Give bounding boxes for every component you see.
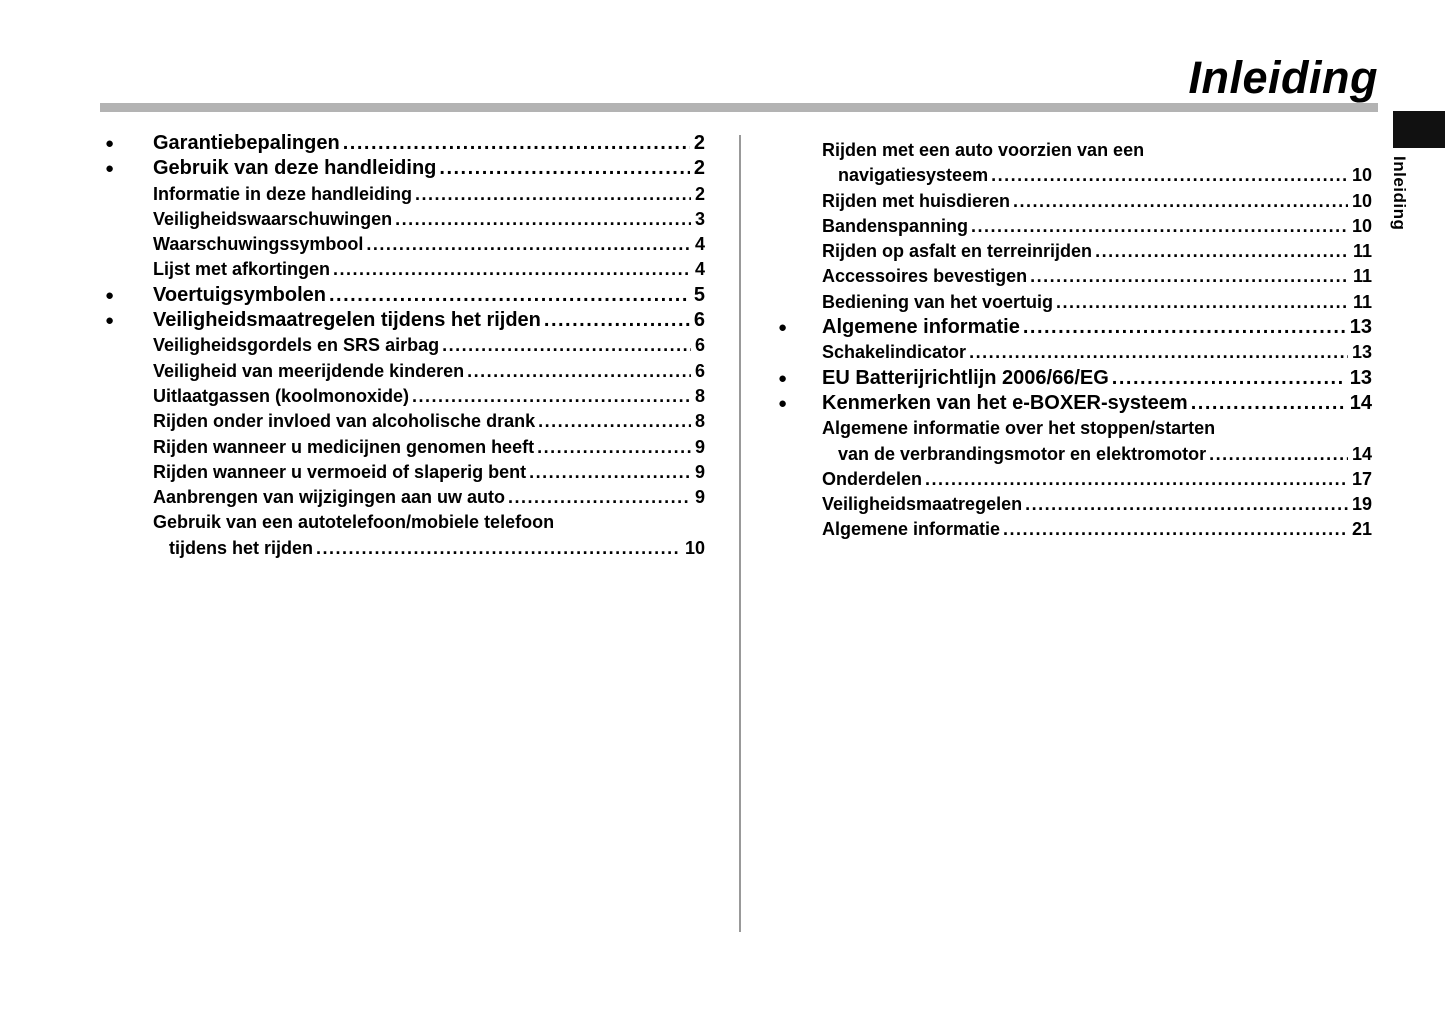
toc-line <box>153 359 705 384</box>
dotted-leader <box>467 359 691 384</box>
toc-line <box>822 315 1372 340</box>
toc-entry <box>778 315 1372 340</box>
dotted-leader <box>537 435 691 460</box>
toc-entry <box>778 290 1372 315</box>
toc-line <box>822 467 1372 492</box>
toc-page-number: 11 <box>1352 291 1372 312</box>
toc-entry <box>778 214 1372 239</box>
toc-line <box>822 163 1372 188</box>
dotted-leader <box>1030 264 1349 289</box>
toc-entry <box>105 359 705 384</box>
toc-line <box>153 485 705 510</box>
toc-line <box>153 257 705 282</box>
toc-page-number: 10 <box>1351 215 1372 236</box>
toc-entry <box>778 340 1372 365</box>
toc-entry-text: Gebruik van een autotelefoon/mobiele telefoon <box>153 512 555 533</box>
toc-page-number: 4 <box>694 259 705 280</box>
toc-entry-text: Rijden op asfalt en terreinrijden <box>822 241 1093 262</box>
toc-entry-text: Gebruik van deze handleiding <box>153 157 437 180</box>
dotted-leader <box>412 384 691 409</box>
toc-entry <box>105 257 705 282</box>
toc-column-right <box>778 138 1372 543</box>
bullet-icon: ● <box>105 312 115 330</box>
toc-entry <box>778 517 1372 542</box>
toc-entry <box>778 189 1372 214</box>
toc-line <box>822 391 1372 416</box>
toc-entry-text: Rijden wanneer u vermoeid of slaperig bent <box>153 461 527 482</box>
toc-page-number: 6 <box>694 335 705 356</box>
toc-line <box>822 239 1372 264</box>
toc-line <box>153 308 705 333</box>
toc-page-number: 10 <box>1351 165 1372 186</box>
toc-page-number: 6 <box>693 309 705 332</box>
toc-entry <box>105 182 705 207</box>
toc-entry-text: Veiligheidsgordels en SRS airbag <box>153 335 440 356</box>
toc-line <box>822 340 1372 365</box>
toc-page-number: 11 <box>1352 241 1372 262</box>
toc-line <box>153 182 705 207</box>
dotted-leader <box>1013 189 1348 214</box>
toc-page-number: 21 <box>1351 519 1372 540</box>
toc-page-number: 5 <box>693 283 705 306</box>
toc-column-left <box>105 131 705 561</box>
toc-page-number: 9 <box>694 436 705 457</box>
toc-entry-text: navigatiesysteem <box>838 165 989 186</box>
dotted-leader <box>1209 442 1348 467</box>
toc-line <box>822 492 1372 517</box>
page-title: Inleiding <box>1188 52 1378 103</box>
dotted-leader <box>1112 366 1346 391</box>
dotted-leader <box>538 409 691 434</box>
toc-entry <box>778 391 1372 416</box>
toc-entry-text: Kenmerken van het e-BOXER-systeem <box>822 391 1188 414</box>
toc-line <box>153 156 705 181</box>
toc-line <box>153 283 705 308</box>
toc-entry-text: Uitlaatgassen (koolmonoxide) <box>153 385 410 406</box>
toc-line <box>822 264 1372 289</box>
toc-entry-text: Aanbrengen van wijzigingen aan uw auto <box>153 487 506 508</box>
dotted-leader <box>969 340 1348 365</box>
toc-page-number: 13 <box>1349 366 1372 389</box>
toc-page-number: 3 <box>694 208 705 229</box>
dotted-leader <box>508 485 691 510</box>
dotted-leader <box>415 182 691 207</box>
toc-page-number: 19 <box>1351 494 1372 515</box>
toc-entry <box>778 416 1372 467</box>
dotted-leader <box>544 308 690 333</box>
toc-entry <box>778 366 1372 391</box>
toc-entry <box>105 308 705 333</box>
toc-page-number: 13 <box>1349 316 1372 339</box>
bullet-icon: ● <box>778 369 788 387</box>
column-divider <box>739 135 741 932</box>
toc-line <box>153 510 705 535</box>
toc-entry-text: Garantiebepalingen <box>153 132 340 154</box>
toc-line <box>153 384 705 409</box>
toc-page-number: 14 <box>1351 443 1372 464</box>
dotted-leader <box>343 131 690 156</box>
toc-entry-text: Accessoires bevestigen <box>822 266 1028 287</box>
dotted-leader <box>439 156 689 181</box>
toc-page-number: 9 <box>694 487 705 508</box>
dotted-leader <box>1023 315 1346 340</box>
toc-entry-text: Bandenspanning <box>822 215 969 236</box>
toc-entry <box>778 467 1372 492</box>
toc-entry <box>105 131 705 156</box>
dotted-leader <box>366 232 691 257</box>
toc-entry <box>105 283 705 308</box>
dotted-leader <box>925 467 1348 492</box>
title-underline-bar <box>100 103 1378 112</box>
toc-page-number: 2 <box>694 183 705 204</box>
toc-line <box>153 536 705 561</box>
toc-page-number: 8 <box>694 411 705 432</box>
toc-entry-text: Informatie in deze handleiding <box>153 183 413 204</box>
toc-page-number: 4 <box>694 234 705 255</box>
section-tab-marker <box>1393 111 1445 148</box>
toc-line <box>153 207 705 232</box>
toc-line <box>822 138 1372 163</box>
toc-page-number: 10 <box>684 537 705 558</box>
toc-entry-text: Veiligheid van meerijdende kinderen <box>153 360 465 381</box>
toc-entry-text: Rijden met huisdieren <box>822 190 1011 211</box>
toc-entry-text: Veiligheidswaarschuwingen <box>153 208 393 229</box>
toc-line <box>153 409 705 434</box>
toc-entry-text: van de verbrandingsmotor en elektromotor <box>838 443 1207 464</box>
toc-entry-text: Rijden wanneer u medicijnen genomen heeft <box>153 436 535 457</box>
toc-page-number: 8 <box>694 385 705 406</box>
bullet-icon: ● <box>105 286 115 304</box>
toc-entry <box>105 510 705 561</box>
dotted-leader <box>442 333 691 358</box>
toc-page-number: 2 <box>693 157 705 180</box>
toc-line <box>822 366 1372 391</box>
toc-page-number: 2 <box>693 132 705 154</box>
toc-entry-text: Veiligheidsmaatregelen <box>822 494 1023 515</box>
toc-entry-text: Lijst met afkortingen <box>153 259 331 280</box>
toc-line <box>822 290 1372 315</box>
toc-entry <box>105 435 705 460</box>
dotted-leader <box>333 257 691 282</box>
toc-page-number: 6 <box>694 360 705 381</box>
toc-line <box>822 214 1372 239</box>
toc-line <box>822 517 1372 542</box>
toc-entry <box>778 264 1372 289</box>
toc-entry-text: Algemene informatie over het stoppen/starten <box>822 418 1216 439</box>
toc-page-number: 14 <box>1349 391 1372 414</box>
toc-page-number: 11 <box>1352 266 1372 287</box>
toc-entry <box>105 384 705 409</box>
toc-entry-text: Waarschuwingssymbool <box>153 234 364 255</box>
toc-line <box>153 131 705 156</box>
toc-line <box>153 232 705 257</box>
toc-entry <box>778 492 1372 517</box>
toc-entry-text: EU Batterijrichtlijn 2006/66/EG <box>822 366 1109 389</box>
dotted-leader <box>329 283 690 308</box>
dotted-leader <box>1025 492 1348 517</box>
toc-page-number: 13 <box>1351 342 1372 363</box>
toc-page-number: 10 <box>1351 190 1372 211</box>
toc-entry-text: Veiligheidsmaatregelen tijdens het rijden <box>153 309 541 332</box>
dotted-leader <box>1191 391 1346 416</box>
toc-entry-text: tijdens het rijden <box>169 537 314 558</box>
toc-page-number: 17 <box>1351 468 1372 489</box>
toc-line <box>822 442 1372 467</box>
toc-entry <box>105 460 705 485</box>
bullet-icon: ● <box>778 319 788 337</box>
toc-entry <box>105 156 705 181</box>
toc-entry <box>778 138 1372 189</box>
dotted-leader <box>395 207 691 232</box>
dotted-leader <box>971 214 1348 239</box>
side-tab-label: Inleiding <box>1390 156 1409 231</box>
dotted-leader <box>991 163 1348 188</box>
dotted-leader <box>1056 290 1349 315</box>
toc-entry-text: Algemene informatie <box>822 316 1020 339</box>
toc-page-number: 9 <box>694 461 705 482</box>
toc-line <box>153 435 705 460</box>
bullet-icon: ● <box>778 394 788 412</box>
bullet-icon: ● <box>105 160 115 178</box>
toc-entry-text: Algemene informatie <box>822 519 1001 540</box>
toc-entry <box>105 333 705 358</box>
toc-entry-text: Onderdelen <box>822 468 923 489</box>
toc-entry-text: Rijden onder invloed van alcoholische drank <box>153 411 536 432</box>
bullet-icon: ● <box>105 135 115 152</box>
toc-line <box>153 460 705 485</box>
dotted-leader <box>316 536 681 561</box>
dotted-leader <box>1095 239 1349 264</box>
toc-entry <box>105 409 705 434</box>
toc-entry <box>778 239 1372 264</box>
toc-entry <box>105 485 705 510</box>
toc-entry-text: Voertuigsymbolen <box>153 283 326 306</box>
toc-entry-text: Rijden met een auto voorzien van een <box>822 140 1145 160</box>
toc-entry <box>105 207 705 232</box>
dotted-leader <box>529 460 691 485</box>
toc-entry-text: Bediening van het voertuig <box>822 291 1054 312</box>
dotted-leader <box>1003 517 1348 542</box>
toc-line <box>153 333 705 358</box>
toc-entry-text: Schakelindicator <box>822 342 967 363</box>
toc-line <box>822 189 1372 214</box>
toc-entry <box>105 232 705 257</box>
toc-line <box>822 416 1372 441</box>
